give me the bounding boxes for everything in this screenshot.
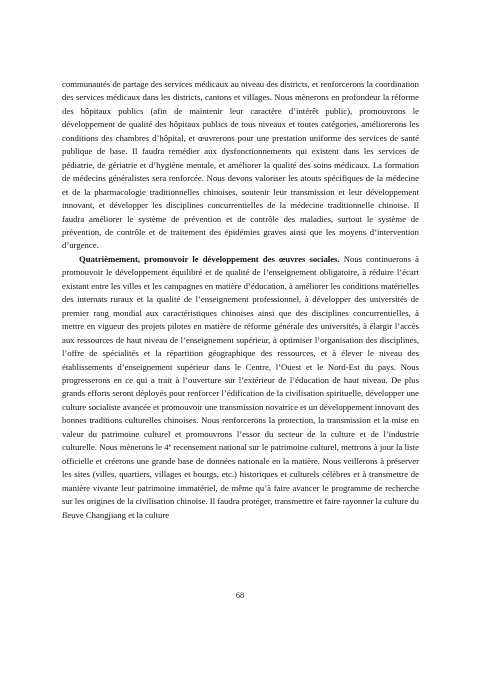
page-number: 68	[235, 590, 245, 600]
paragraph-lead-heading: Quatrièmement, promouvoir le développement des œuvres sociales.	[79, 253, 340, 264]
document-body	[62, 78, 419, 522]
paragraph-body-part1: Nous continuerons à promouvoir le développement équilibré et de qualité de l’enseignement obligatoire, à réduire l’écart existant entre les villes et les campagnes en matière d’éducation, à améliorer les conditions matérielles des internats ruraux et la qualité de l’enseignement professionnel, à développer des universités de premier rang mondial aux caractéristiques chinoises ainsi que des disciplines concurrentielles, à mettre en vigueur des projets pilotes en matière de réforme générale des universités, à élargir l’accès aux ressources de haut niveau de l’enseignement supérieur, à optimiser l’organisation des disciplines, l’offre de spécialités et la répartition géographique des ressources, et à élever le niveau des établissements d’enseignement supérieur dans le Centre, l’Ouest et le Nord-Est du pays. Nous progresserons en ce qui a trait à l’ouverture sur l’extérieur de l’éducation de haut niveau. De plus grands efforts seront déployés pour renforcer l’édification de la civilisation spirituelle, développer une culture socialiste avancée et promouvoir une transmission novatrice et un développement innovant des bonnes traditions culturelles chinoises. Nous renforcerons la protection, la transmission et la mise en valeur du patrimoine culturel et promouvrons l’essor du secteur de la culture et de l’industrie culturelle. Nous mènerons le 4	[62, 253, 419, 453]
ordinal-superscript: e	[168, 443, 172, 450]
paragraph-body-part2: recensement national sur le patrimoine culturel, mettrons à jour la liste officielle et créerons une grande base de données nationale en la matière. Nous veillerons à préserver les sites (villes, quartiers, villages et bourgs, etc.) historiques et culturels célèbres et à transmettre de manière vivante leur patrimoine immatériel, de même qu’à faire avancer le programme de recherche sur les origines de la civilisation chinoise. Il faudra protéger, transmettre et faire rayonner la culture du fleuve Changjiang et la culture	[62, 442, 419, 520]
paragraph-healthcare: communautés de partage des services médicaux au niveau des districts, et renforcerons la coordination des services médicaux dans les districts, cantons et villages. Nous mènerons en profondeur la réforme des hôpitaux publics (afin de maintenir leur caractère d’intérêt public), promouvrons le développement de qualité des hôpitaux publics de tous niveaux et toutes catégories, améliorerons les conditions des chambres d’hôpital, et œuvrerons pour une prestation uniforme des services de santé publique de base. Il faudra remédier aux dysfonctionnements qui existent dans les services de pédiatrie, de gériatrie et d’hygiène mentale, et améliorer la qualité des soins médicaux. La formation de médecins généralistes sera renforcée. Nous devons valoriser les atouts spécifiques de la médecine et de la pharmacologie traditionnelles chinoises, soutenir leur transmission et leur développement innovant, et développer les disciplines concurrentielles de la médecine traditionnelle chinoise. Il faudra améliorer le système de prévention et de contrôle des maladies, surtout le système de prévention, de contrôle et de traitement des épidémies graves ainsi que les moyens d’intervention d’urgence.	[62, 79, 419, 251]
paragraph-social-undertakings	[62, 253, 419, 522]
